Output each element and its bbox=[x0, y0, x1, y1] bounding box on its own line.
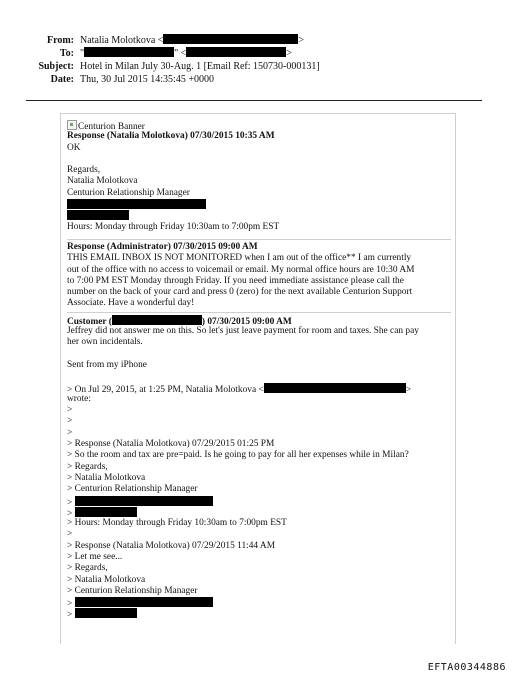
quote-marker: > bbox=[67, 599, 73, 610]
email-header bbox=[0, 34, 512, 94]
quote-2-response: > Response (Natalia Molotkova) 07/29/2015 11:44 AM bbox=[67, 540, 276, 551]
redaction-box bbox=[75, 507, 137, 517]
response-2-line: Associate. Have a wonderful day! bbox=[67, 298, 195, 309]
to-label: To: bbox=[59, 48, 74, 59]
header-divider bbox=[26, 100, 482, 101]
regards: Regards, bbox=[67, 165, 101, 176]
quote-on-line bbox=[67, 383, 451, 394]
response-2-line: out of the office with no access to voicemail or email. My normal office hours are 10:30 AM bbox=[67, 264, 415, 275]
quote-marker: > bbox=[67, 508, 73, 519]
redaction-box bbox=[75, 496, 213, 506]
message-body bbox=[67, 120, 451, 620]
subject-label: Subject: bbox=[38, 61, 74, 72]
customer-heading-b: ) 07/30/2015 09:00 AM bbox=[201, 316, 292, 327]
customer-line: her own incidentals. bbox=[67, 337, 143, 348]
quote-marker: > bbox=[67, 610, 73, 621]
from-value: Natalia Molotkova < bbox=[80, 35, 164, 46]
redaction-box bbox=[264, 383, 406, 393]
customer-heading-a: Customer ( bbox=[67, 316, 112, 327]
from-tail: > bbox=[298, 35, 305, 46]
document-id: EFTA00344886 bbox=[427, 662, 506, 673]
quote-redacted bbox=[67, 608, 451, 619]
section-divider bbox=[67, 312, 451, 313]
quote-wrote: wrote: bbox=[67, 393, 91, 404]
quote-name: > Natalia Molotkova bbox=[67, 472, 146, 483]
broken-image-icon bbox=[67, 120, 77, 130]
sent-from: Sent from my iPhone bbox=[67, 359, 147, 370]
subject-row bbox=[0, 60, 512, 73]
to-mid: " < bbox=[174, 48, 187, 59]
quote-redacted bbox=[67, 507, 451, 518]
subject-value: Hotel in Milan July 30-Aug. 1 [Email Ref: 150730-000131] bbox=[80, 61, 320, 72]
from-label: From: bbox=[46, 35, 74, 46]
quote-redacted bbox=[67, 496, 451, 507]
date-value: Thu, 30 Jul 2015 14:35:45 +0000 bbox=[80, 74, 214, 85]
quote-title: > Centurion Relationship Manager bbox=[67, 585, 198, 596]
banner-alt-text: Centurion Banner bbox=[78, 122, 145, 132]
customer-heading bbox=[67, 315, 451, 326]
signature-hours: Hours: Monday through Friday 10:30am to 7:00pm EST bbox=[67, 221, 280, 232]
signature-title: Centurion Relationship Manager bbox=[67, 187, 190, 198]
redaction-box bbox=[75, 597, 213, 607]
date-label: Date: bbox=[50, 74, 74, 85]
to-open: " bbox=[80, 48, 85, 59]
response-2-line: THIS EMAIL INBOX IS NOT MONITORED when I am out of the office** I am currently bbox=[67, 253, 412, 264]
from-row bbox=[0, 34, 512, 47]
redaction-box bbox=[67, 199, 206, 209]
quote-on-text: > On Jul 29, 2015, at 1:25 PM, Natalia Molotkova < bbox=[67, 384, 264, 395]
quote-hours: > Hours: Monday through Friday 10:30am to 7:00pm EST bbox=[67, 518, 287, 529]
quote-title: > Centurion Relationship Manager bbox=[67, 484, 198, 495]
customer-line: Jeffrey did not answer me on this. So let's just leave payment for room and taxes. She can pay bbox=[67, 326, 419, 337]
signature-name: Natalia Molotkova bbox=[67, 176, 138, 187]
redaction-box bbox=[163, 34, 298, 44]
quote-1-text: > So the room and tax are pre=paid. Is he going to pay for all her expenses while in Milan? bbox=[67, 450, 409, 461]
signature-redacted bbox=[67, 210, 451, 221]
quote-marker: > bbox=[67, 497, 73, 508]
redaction-box bbox=[67, 210, 129, 220]
section-divider bbox=[67, 239, 451, 240]
redaction-box bbox=[84, 47, 174, 57]
redaction-box bbox=[186, 47, 286, 57]
quote-marker: > bbox=[67, 416, 73, 427]
signature-redacted bbox=[67, 199, 451, 210]
banner-line bbox=[67, 120, 451, 131]
quote-marker: > bbox=[67, 405, 73, 416]
to-tail: > bbox=[286, 48, 292, 59]
quote-1-response: > Response (Natalia Molotkova) 07/29/2015 01:25 PM bbox=[67, 439, 275, 450]
to-value-wrap bbox=[80, 47, 292, 60]
date-row bbox=[0, 73, 512, 86]
quote-marker: > bbox=[67, 427, 73, 438]
quote-marker: > bbox=[67, 529, 73, 540]
to-row bbox=[0, 47, 512, 60]
quote-on-tail: > bbox=[405, 384, 412, 395]
response-2-line: number on the back of your card and press 0 (zero) for the next available Centurion Support bbox=[67, 287, 413, 298]
quote-regards: > Regards, bbox=[67, 461, 108, 472]
response-1-text: OK bbox=[67, 142, 81, 153]
redaction-box bbox=[75, 608, 137, 618]
from-value-wrap bbox=[80, 34, 304, 47]
redaction-box bbox=[112, 315, 202, 325]
quote-redacted bbox=[67, 597, 451, 608]
response-1-heading: Response (Natalia Molotkova) 07/30/2015 10:35 AM bbox=[67, 131, 275, 142]
response-2-heading: Response (Administrator) 07/30/2015 09:00 AM bbox=[67, 241, 258, 252]
quote-name: > Natalia Molotkova bbox=[67, 574, 146, 585]
quote-2-text: > Let me see... bbox=[67, 551, 123, 562]
quote-regards: > Regards, bbox=[67, 563, 108, 574]
response-2-line: to 7:00 PM EST Monday through Friday. If you need immediate assistance please call the bbox=[67, 275, 404, 286]
